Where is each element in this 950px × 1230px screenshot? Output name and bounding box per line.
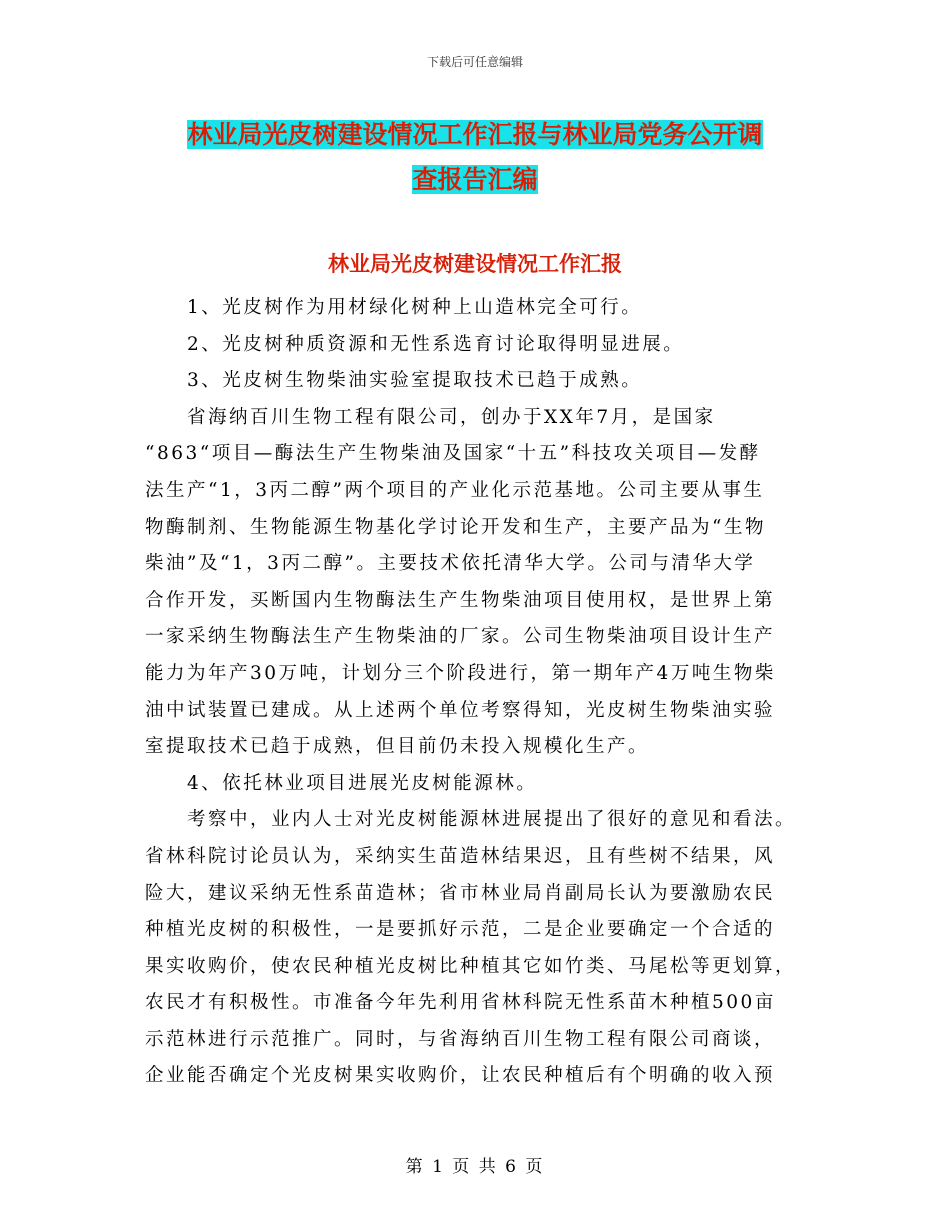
paragraph-line: “863“项目—酶法生产生物柴油及国家“十五”科技攻关项目—发酵	[145, 443, 761, 465]
document-title	[140, 112, 810, 202]
title-line-2: 查报告汇编	[412, 165, 538, 194]
paragraph-line: 合作开发，买断国内生物酶法生产生物柴油项目使用权，是世界上第	[145, 589, 776, 611]
paragraph-line: 省林科院讨论员认为，采纳实生苗造林结果迟，且有些树不结果，风	[145, 845, 776, 867]
body-text	[145, 290, 810, 1095]
header-note: 下载后可任意编辑	[426, 55, 523, 69]
paragraph-line: 2、光皮树种质资源和无性系选育讨论取得明显进展。	[187, 333, 685, 355]
section-title: 林业局光皮树建设情况工作汇报	[328, 252, 622, 276]
paragraph-line: 省海纳百川生物工程有限公司，创办于XX年7月，是国家	[187, 406, 716, 428]
paragraph-line: 企业能否确定个光皮树果实收购价，让农民种植后有个明确的收入预	[145, 1065, 776, 1087]
paragraph-line: 一家采纳生物酶法生产生物柴油的厂家。公司生物柴油项目设计生产	[145, 626, 776, 648]
paragraph-line: 3、光皮树生物柴油实验室提取技术已趋于成熟。	[187, 370, 643, 392]
title-line-1: 林业局光皮树建设情况工作汇报与林业局党务公开调	[187, 120, 763, 149]
paragraph-line: 4、依托林业项目进展光皮树能源林。	[187, 772, 538, 794]
page-footer: 第 1 页 共 6 页	[405, 1157, 545, 1177]
paragraph-line: 油中试装置已建成。从上述两个单位考察得知，光皮树生物柴油实验	[145, 699, 776, 721]
paragraph-line: 柴油”及“1，3丙二醇”。主要技术依托清华大学。公司与清华大学	[145, 553, 756, 575]
paragraph-line: 示范林进行示范推广。同时，与省海纳百川生物工程有限公司商谈，	[145, 1028, 776, 1050]
paragraph-line: 1、光皮树作为用材绿化树种上山造林完全可行。	[187, 297, 643, 318]
paragraph-line: 物酶制剂、生物能源生物基化学讨论开发和生产，主要产品为“生物	[145, 516, 766, 538]
paragraph-line: 法生产“1，3丙二醇”两个项目的产业化示范基地。公司主要从事生	[145, 479, 765, 501]
paragraph-line: 能力为年产30万吨，计划分三个阶段进行，第一期年产4万吨生物柴	[145, 662, 776, 684]
paragraph-line: 室提取技术已趋于成熟，但目前仍未投入规模化生产。	[145, 736, 650, 758]
paragraph-line: 考察中，业内人士对光皮树能源林进展提出了很好的意见和看法。	[187, 809, 797, 831]
paragraph-line: 农民才有积极性。市准备今年先利用省林科院无性系苗木种植500亩	[145, 992, 776, 1014]
paragraph-line: 种植光皮树的积极性，一是要抓好示范，二是企业要确定一个合适的	[145, 919, 776, 941]
paragraph-line: 果实收购价，使农民种植光皮树比种植其它如竹类、马尾松等更划算，	[145, 955, 797, 977]
paragraph-line: 险大，建议采纳无性系苗造林；省市林业局肖副局长认为要激励农民	[145, 882, 776, 904]
